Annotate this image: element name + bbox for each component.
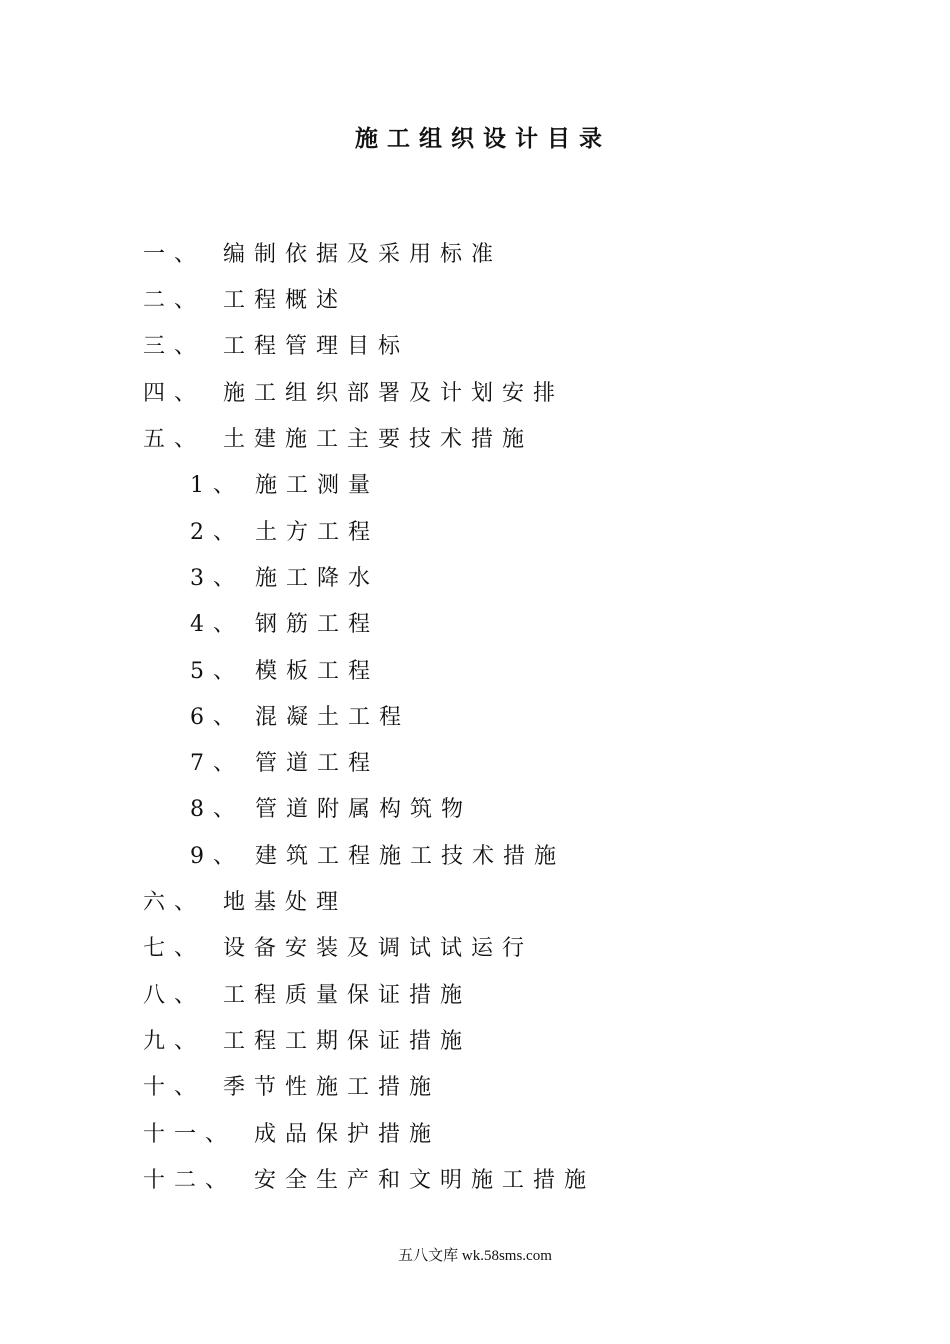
toc-item-text: 土建施工主要技术措施 (223, 427, 534, 452)
toc-item-text: 编制依据及采用标准 (223, 242, 503, 267)
toc-item-text: 土方工程 (255, 520, 380, 545)
toc-item-number: 7、 (190, 751, 244, 776)
toc-item-text: 模板工程 (255, 659, 380, 684)
toc-item-text: 施工降水 (255, 566, 380, 591)
toc-item-text: 季节性施工措施 (223, 1075, 441, 1100)
toc-item-number: 七、 (143, 936, 206, 961)
toc-item-text: 施工组织部署及计划安排 (223, 381, 565, 406)
toc-item-number: 五、 (143, 427, 206, 452)
toc-item-number: 八、 (143, 983, 206, 1008)
toc-item-number: 三、 (143, 334, 206, 359)
toc-item-text: 混凝土工程 (255, 705, 411, 730)
toc-item-number: 六、 (143, 890, 206, 915)
toc-item-number: 二、 (143, 288, 206, 313)
toc-item-number: 十、 (143, 1075, 206, 1100)
toc-item-number: 3、 (190, 566, 244, 591)
toc-item-text: 地基处理 (223, 890, 348, 915)
toc-item-text: 管道工程 (255, 751, 380, 776)
footer-watermark: 五八文库 wk.58sms.com (398, 1248, 552, 1264)
toc-item-number: 一、 (143, 242, 206, 267)
toc-item-number: 十二、 (143, 1168, 237, 1193)
toc-item-number: 5、 (190, 659, 244, 684)
toc-item-number: 2、 (190, 520, 244, 545)
toc-item-text: 工程概述 (223, 288, 348, 313)
toc-item-number: 四、 (143, 381, 206, 406)
toc-item-text: 管道附属构筑物 (255, 797, 473, 822)
document-title: 施工组织设计目录 (355, 125, 611, 152)
toc-item-number: 6、 (190, 705, 244, 730)
toc-item-text: 施工测量 (255, 473, 380, 498)
toc-item-number: 1、 (190, 473, 244, 498)
toc-item-number: 十一、 (143, 1122, 237, 1147)
toc-item-text: 工程管理目标 (223, 334, 410, 359)
toc-item-text: 工程工期保证措施 (223, 1029, 472, 1054)
toc-item-number: 8、 (190, 797, 244, 822)
toc-item-text: 成品保护措施 (254, 1122, 441, 1147)
toc-item-number: 九、 (143, 1029, 206, 1054)
toc-item-number: 4、 (190, 612, 244, 637)
toc-item-text: 工程质量保证措施 (223, 983, 472, 1008)
toc-item-number: 9、 (190, 844, 244, 869)
toc-item-text: 建筑工程施工技术措施 (255, 844, 566, 869)
toc-item-text: 设备安装及调试试运行 (223, 936, 534, 961)
toc-item-text: 钢筋工程 (255, 612, 380, 637)
toc-item-text: 安全生产和文明施工措施 (254, 1168, 596, 1193)
